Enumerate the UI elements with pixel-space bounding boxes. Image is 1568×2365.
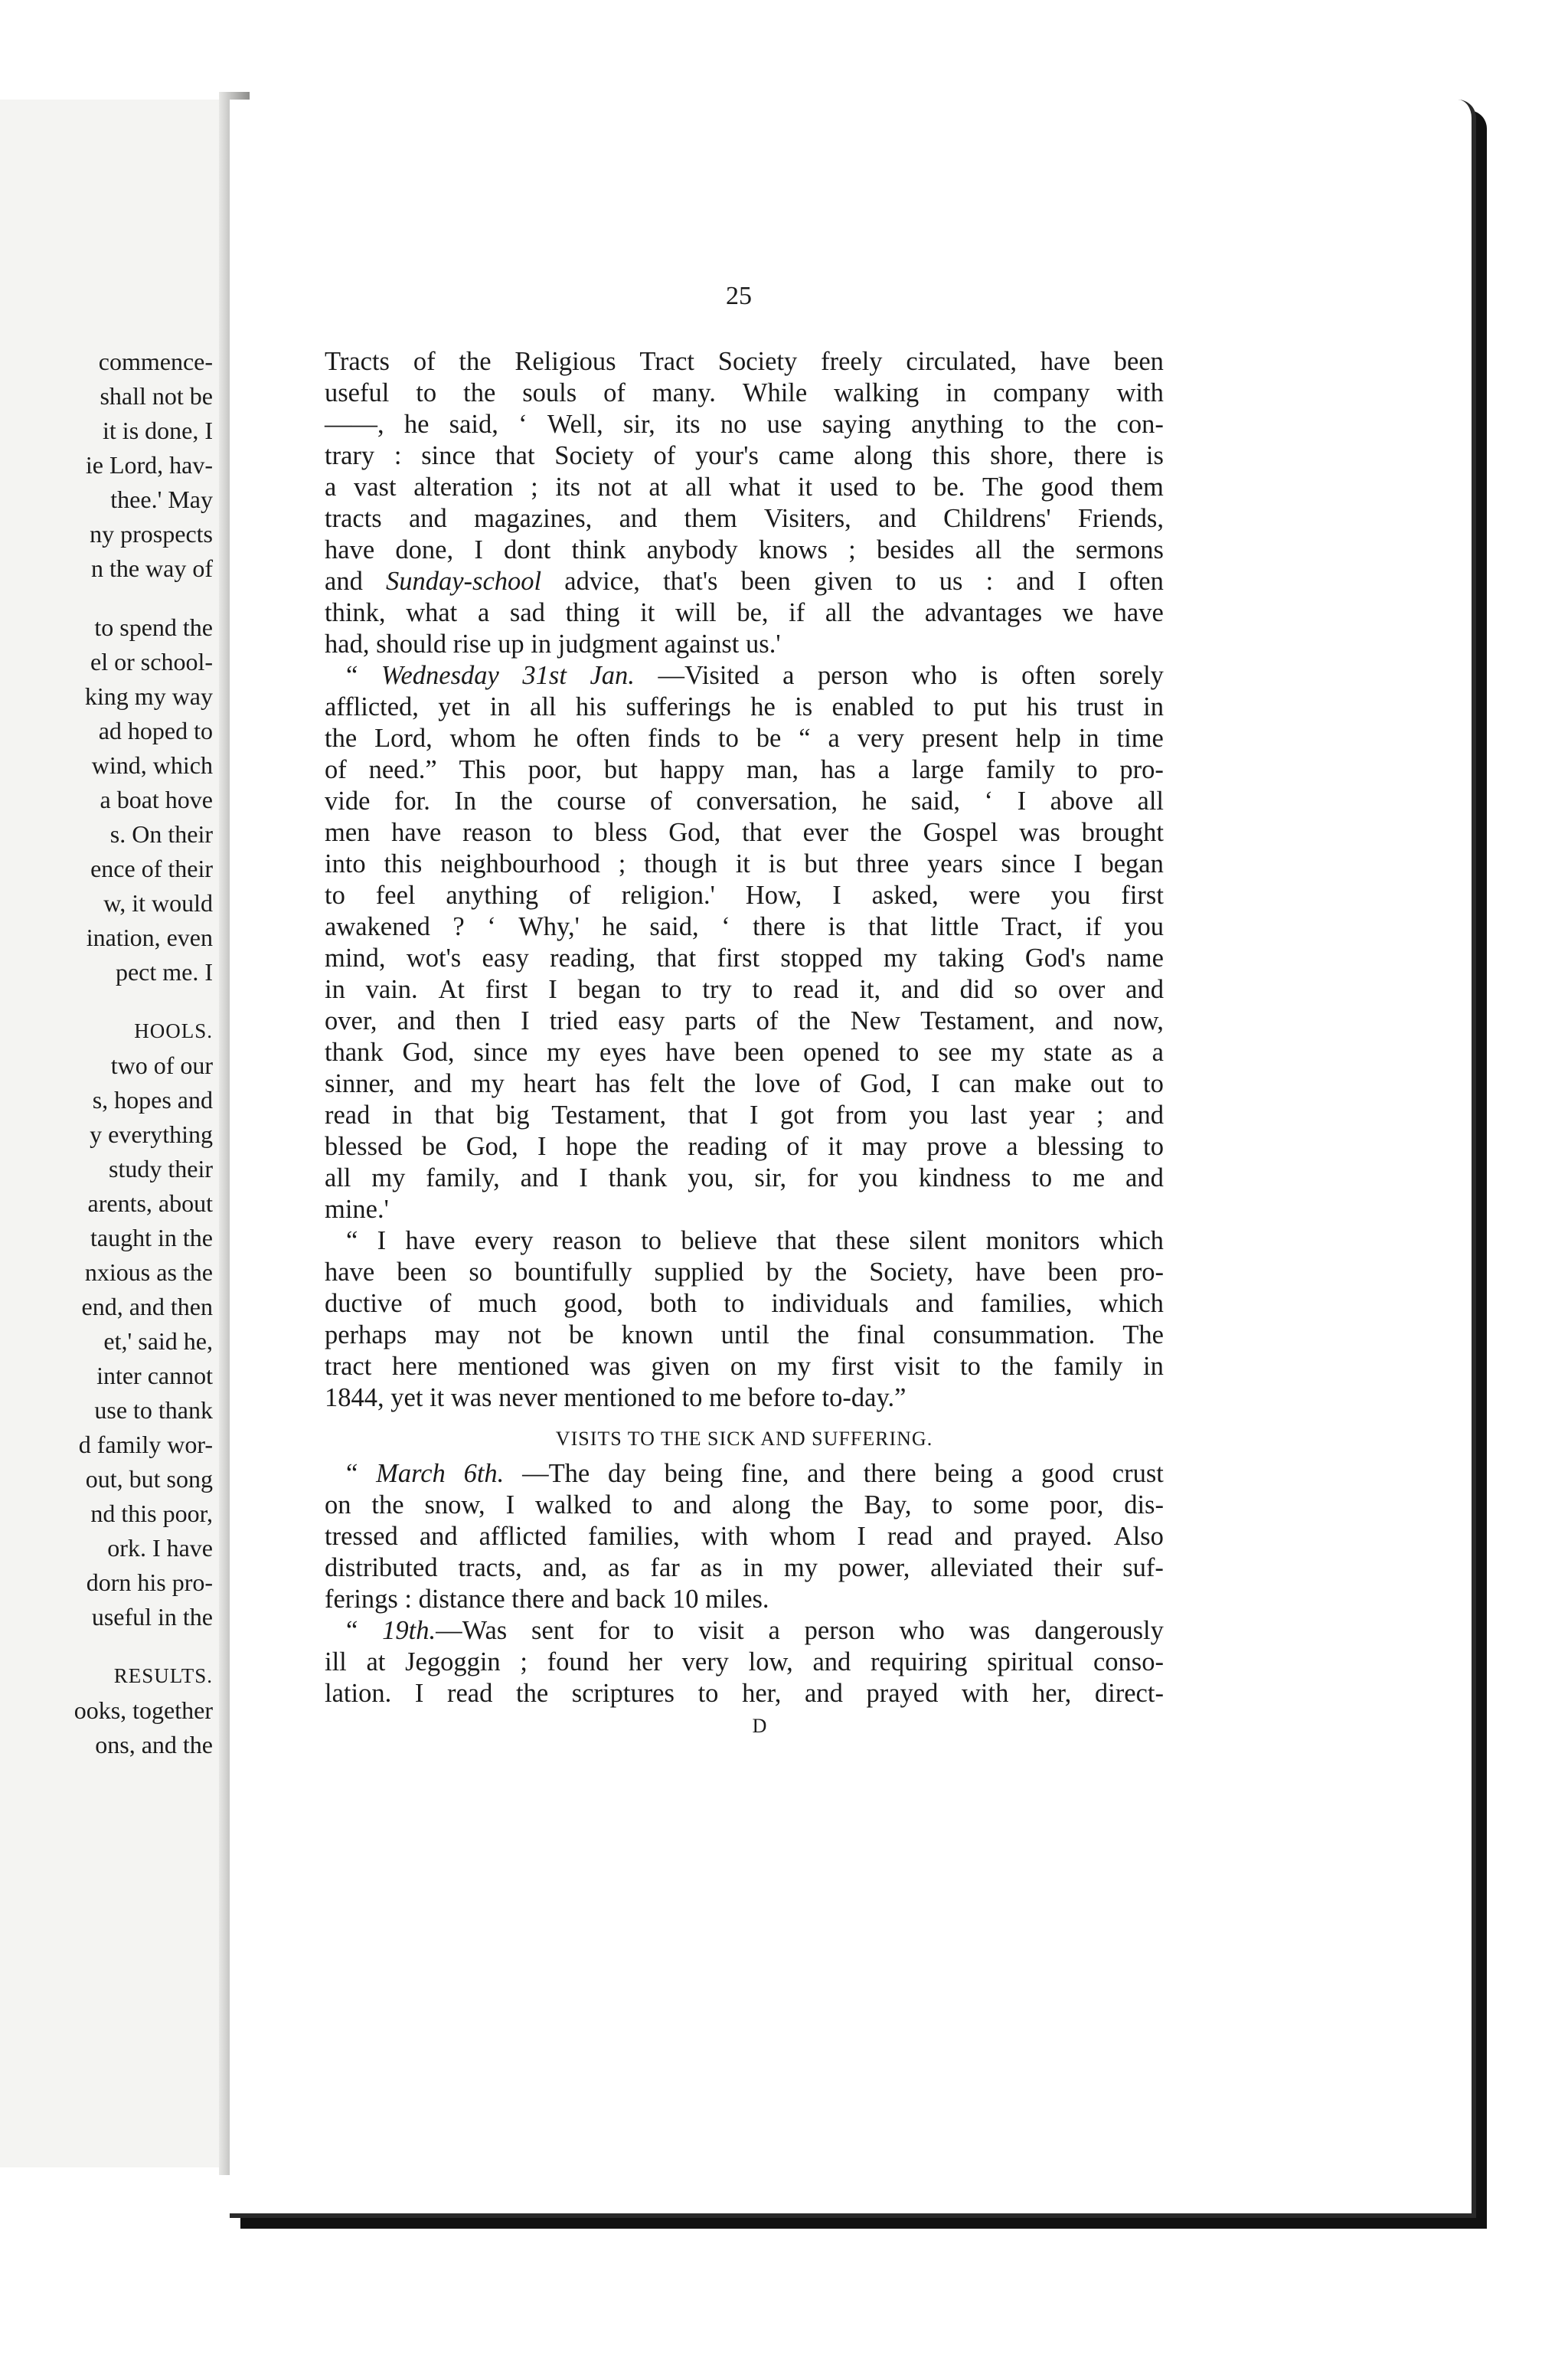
- left-page-line: ie Lord, hav-: [85, 451, 213, 479]
- left-page-line: HOOLS.: [134, 1019, 213, 1042]
- text-line: tressed and afflicted families, with whom I read and prayed. Also: [325, 1522, 1164, 1551]
- left-page-line: two of our: [110, 1052, 213, 1079]
- text-line: mind, wot's easy reading, that first stopped my taking God's name: [325, 944, 1164, 973]
- text-line: have done, I dont think anybody knows ; besides all the sermons: [325, 535, 1164, 564]
- text-line: perhaps may not be known until the final consummation. The: [325, 1320, 1164, 1349]
- text-line: ill at Jegoggin ; found her very low, and requiring spiritual conso-: [325, 1647, 1164, 1676]
- page-number: 25: [726, 282, 752, 310]
- text-line: into this neighbourhood ; though it is but three years since I began: [325, 849, 1164, 878]
- left-page-line: y everything: [90, 1120, 213, 1148]
- left-page-line: end, and then: [81, 1293, 213, 1320]
- left-page-line: shall not be: [100, 382, 213, 410]
- left-page-line: out, but song: [85, 1465, 213, 1493]
- text-line: distributed tracts, and, as far as in my power, alleviated their suf-: [325, 1553, 1164, 1582]
- text-line: the Lord, whom he often finds to be “ a very present help in time: [325, 724, 1164, 753]
- left-page-line: nxious as the: [84, 1258, 213, 1286]
- left-page-line: nd this poor,: [90, 1500, 213, 1527]
- left-page-line: it is done, I: [103, 417, 213, 444]
- text-line: lation. I read the scriptures to her, and prayed with her, direct-: [325, 1679, 1164, 1708]
- text-line: read in that big Testament, that I got from you last year ; and: [325, 1101, 1164, 1130]
- text-line: in vain. At first I began to try to read it, and did so over and: [325, 975, 1164, 1004]
- text-line: tract here mentioned was given on my first visit to the family in: [325, 1352, 1164, 1381]
- left-page-line: commence-: [98, 348, 213, 375]
- left-page-line: n the way of: [90, 554, 213, 582]
- signature-mark: D: [752, 1715, 767, 1737]
- text-line: have been so bountifully supplied by the Society, have been pro-: [325, 1258, 1164, 1287]
- text-line: sinner, and my heart has felt the love of God, I can make out to: [325, 1069, 1164, 1098]
- left-page-line: to spend the: [94, 613, 213, 641]
- text-line: a vast alteration ; its not at all what it used to be. The good them: [325, 473, 1164, 502]
- body-text: [325, 346, 1164, 1743]
- text-line: think, what a sad thing it will be, if all the advantages we have: [325, 598, 1164, 627]
- left-page-line: useful in the: [91, 1603, 213, 1631]
- left-page-line: arents, about: [87, 1189, 213, 1217]
- text-line: and Sunday-school advice, that's been given to us : and I often: [325, 567, 1164, 596]
- section-heading: VISITS TO THE SICK AND SUFFERING.: [555, 1428, 933, 1450]
- left-page-line: w, it would: [103, 889, 213, 917]
- text-line: useful to the souls of many. While walking in company with: [325, 378, 1164, 407]
- left-page-line: wind, which: [91, 751, 213, 779]
- text-line: to feel anything of religion.' How, I asked, were you first: [325, 881, 1164, 910]
- text-line: on the snow, I walked to and along the Bay, to some poor, dis-: [325, 1490, 1164, 1519]
- left-page-line: taught in the: [90, 1224, 213, 1251]
- left-page-line: ence of their: [90, 855, 213, 882]
- text-line: awakened ? ‘ Why,' he said, ‘ there is that little Tract, if you: [325, 912, 1164, 941]
- left-page-line: RESULTS.: [113, 1664, 213, 1687]
- text-line: tracts and magazines, and them Visiters, and Childrens' Friends,: [325, 504, 1164, 533]
- left-page-line: ooks, together: [74, 1696, 213, 1724]
- text-line: men have reason to bless God, that ever the Gospel was brought: [325, 818, 1164, 847]
- left-page-line: a boat hove: [100, 786, 213, 813]
- text-line: “ March 6th. —The day being fine, and there being a good crust: [346, 1459, 1164, 1488]
- left-page-line: use to thank: [94, 1396, 213, 1424]
- left-page-line: ination, even: [86, 924, 213, 951]
- text-line: blessed be God, I hope the reading of it may prove a blessing to: [325, 1132, 1164, 1161]
- left-page-line: ny prospects: [90, 520, 213, 548]
- text-line: Tracts of the Religious Tract Society freely circulated, have been: [325, 347, 1164, 376]
- text-line: “ 19th.—Was sent for to visit a person who was dangerously: [346, 1616, 1164, 1645]
- left-page-line: ons, and the: [95, 1731, 213, 1758]
- left-page-line: s. On their: [109, 820, 213, 848]
- left-page-line: ad hoped to: [98, 717, 213, 744]
- left-page-line: pect me. I: [115, 958, 213, 986]
- text-line: vide for. In the course of conversation, he said, ‘ I above all: [325, 787, 1164, 816]
- text-line: 1844, yet it was never mentioned to me before to-day.”: [325, 1383, 906, 1412]
- text-line: ductive of much good, both to individuals and families, which: [325, 1289, 1164, 1318]
- text-line: ferings : distance there and back 10 miles.: [325, 1585, 769, 1614]
- left-page-line: dorn his pro-: [86, 1568, 213, 1596]
- text-line: “ I have every reason to believe that these silent monitors which: [346, 1226, 1164, 1255]
- left-page-line: thee.' May: [110, 486, 213, 513]
- left-page: [0, 100, 230, 2167]
- text-line: “ Wednesday 31st Jan. —Visited a person who is often sorely: [346, 661, 1164, 690]
- left-page-line: study their: [109, 1155, 213, 1182]
- left-page-line: et,' said he,: [103, 1327, 213, 1355]
- text-line: of need.” This poor, but happy man, has a large family to pro-: [325, 755, 1164, 784]
- text-line: all my family, and I thank you, sir, for you kindness to me and: [325, 1163, 1164, 1192]
- left-page-line: king my way: [84, 682, 213, 710]
- left-page-line: inter cannot: [96, 1362, 213, 1389]
- text-line: trary : since that Society of your's came along this shore, there is: [325, 441, 1164, 470]
- left-page-line: el or school-: [90, 648, 213, 675]
- text-line: afflicted, yet in all his sufferings he is enabled to put his trust in: [325, 692, 1164, 721]
- left-page-line: ork. I have: [107, 1534, 213, 1562]
- left-page-line: d family wor-: [78, 1431, 213, 1458]
- left-page-line: s, hopes and: [92, 1086, 213, 1114]
- text-line: had, should rise up in judgment against us.': [325, 630, 781, 659]
- text-line: ——, he said, ‘ Well, sir, its no use saying anything to the con-: [325, 410, 1164, 439]
- text-line: thank God, since my eyes have been opened to see my state as a: [325, 1038, 1164, 1067]
- text-line: mine.': [325, 1195, 389, 1224]
- text-line: over, and then I tried easy parts of the New Testament, and now,: [325, 1006, 1164, 1035]
